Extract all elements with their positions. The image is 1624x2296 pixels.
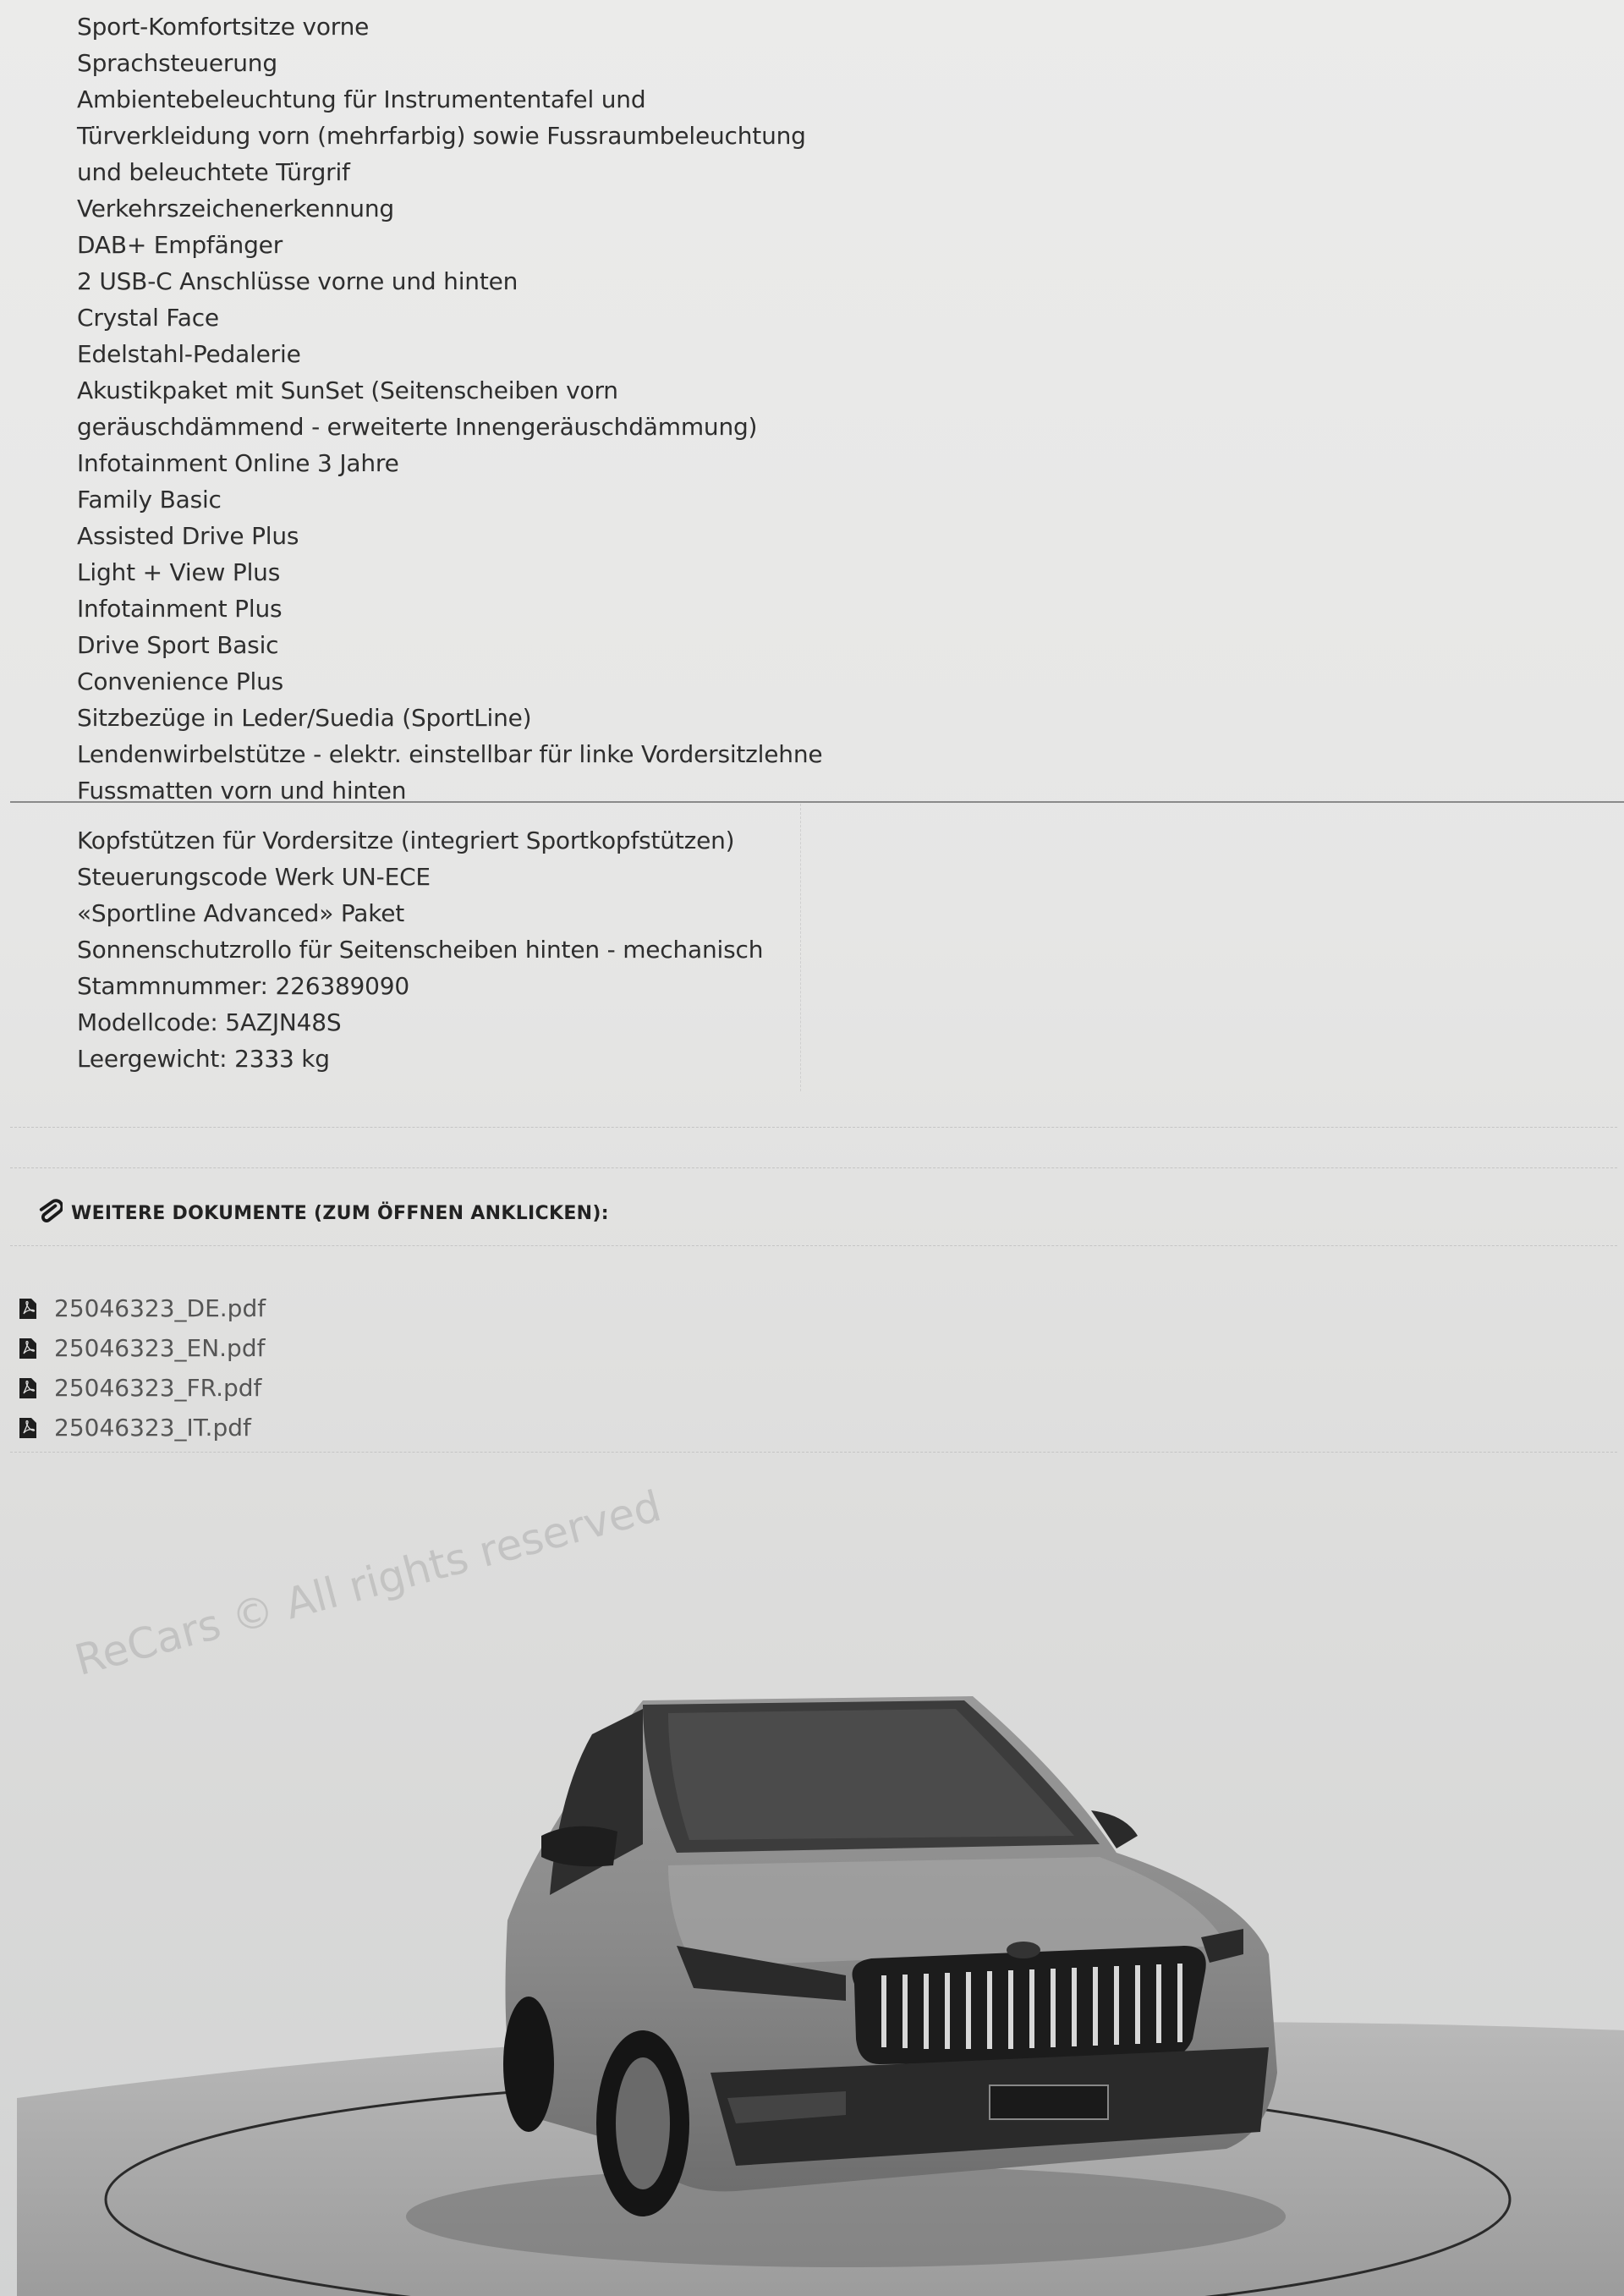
documents-heading-text: WEITERE DOKUMENTE (ZUM ÖFFNEN ANKLICKEN):	[71, 1202, 609, 1224]
paperclip-icon	[37, 1198, 63, 1228]
watermark-text: ReCars © All rights reserved	[69, 1481, 667, 1686]
document-item[interactable]	[19, 1408, 266, 1447]
feature-item: Light + View Plus	[77, 558, 281, 586]
pdf-file-icon	[19, 1417, 37, 1439]
feature-item: Infotainment Online 3 Jahre	[77, 449, 399, 477]
feature-item: Lendenwirbelstütze - elektr. einstellbar für linke Vordersitzlehne	[77, 740, 823, 768]
equipment-list-top	[77, 8, 822, 809]
vehicle-photo	[0, 1675, 1624, 2296]
document-link[interactable]: 25046323_IT.pdf	[54, 1414, 251, 1442]
feature-item: DAB+ Empfänger	[77, 231, 283, 259]
feature-item: Stammnummer: 226389090	[77, 972, 410, 1000]
feature-item: Drive Sport Basic	[77, 631, 279, 659]
divider-line	[10, 1127, 1617, 1128]
feature-item: Verkehrszeichenerkennung	[77, 195, 394, 222]
feature-item: Crystal Face	[77, 304, 219, 332]
pdf-file-icon	[19, 1377, 37, 1399]
column-divider	[800, 804, 801, 1091]
feature-item: Sport-Komfortsitze vorne	[77, 13, 370, 41]
feature-item: Fussmatten vorn und hinten	[77, 777, 407, 805]
divider-line	[10, 1167, 1617, 1168]
feature-item: Infotainment Plus	[77, 595, 283, 623]
feature-item: geräuschdämmend - erweiterte Innengeräuschdämmung)	[77, 413, 758, 441]
document-item[interactable]	[19, 1368, 266, 1408]
feature-item: Sonnenschutzrollo für Seitenscheiben hinten - mechanisch	[77, 936, 764, 964]
feature-item: Akustikpaket mit SunSet (Seitenscheiben vorn	[77, 376, 618, 404]
document-link[interactable]: 25046323_FR.pdf	[54, 1374, 262, 1402]
feature-item: «Sportline Advanced» Paket	[77, 899, 405, 927]
feature-item: Kopfstützen für Vordersitze (integriert Sportkopfstützen)	[77, 827, 735, 854]
feature-item: und beleuchtete Türgrif	[77, 158, 350, 186]
feature-item: Modellcode: 5AZJN48S	[77, 1008, 342, 1036]
feature-item: Family Basic	[77, 486, 222, 514]
feature-item: Edelstahl-Pedalerie	[77, 340, 301, 368]
section-divider	[10, 801, 1624, 803]
pdf-file-icon	[19, 1338, 37, 1359]
feature-item: Türverkleidung vorn (mehrfarbig) sowie Fussraumbeleuchtung	[77, 122, 806, 150]
document-link[interactable]: 25046323_EN.pdf	[54, 1334, 266, 1362]
feature-item: Sitzbezüge in Leder/Suedia (SportLine)	[77, 704, 532, 732]
feature-item: Assisted Drive Plus	[77, 522, 299, 550]
documents-list	[19, 1288, 266, 1447]
document-item[interactable]	[19, 1288, 266, 1328]
feature-item: Leergewicht: 2333 kg	[77, 1045, 330, 1073]
pdf-file-icon	[19, 1298, 37, 1320]
feature-item: Convenience Plus	[77, 667, 284, 695]
document-item[interactable]	[19, 1328, 266, 1368]
equipment-list-bottom	[77, 822, 763, 1077]
document-link[interactable]: 25046323_DE.pdf	[54, 1294, 266, 1322]
feature-item: Sprachsteuerung	[77, 49, 277, 77]
feature-item: Ambientebeleuchtung für Instrumententafel und	[77, 85, 646, 113]
documents-heading	[37, 1198, 609, 1228]
divider-line	[10, 1452, 1617, 1453]
divider-line	[10, 1245, 1617, 1246]
feature-item: 2 USB-C Anschlüsse vorne und hinten	[77, 267, 518, 295]
feature-item: Steuerungscode Werk UN-ECE	[77, 863, 431, 891]
